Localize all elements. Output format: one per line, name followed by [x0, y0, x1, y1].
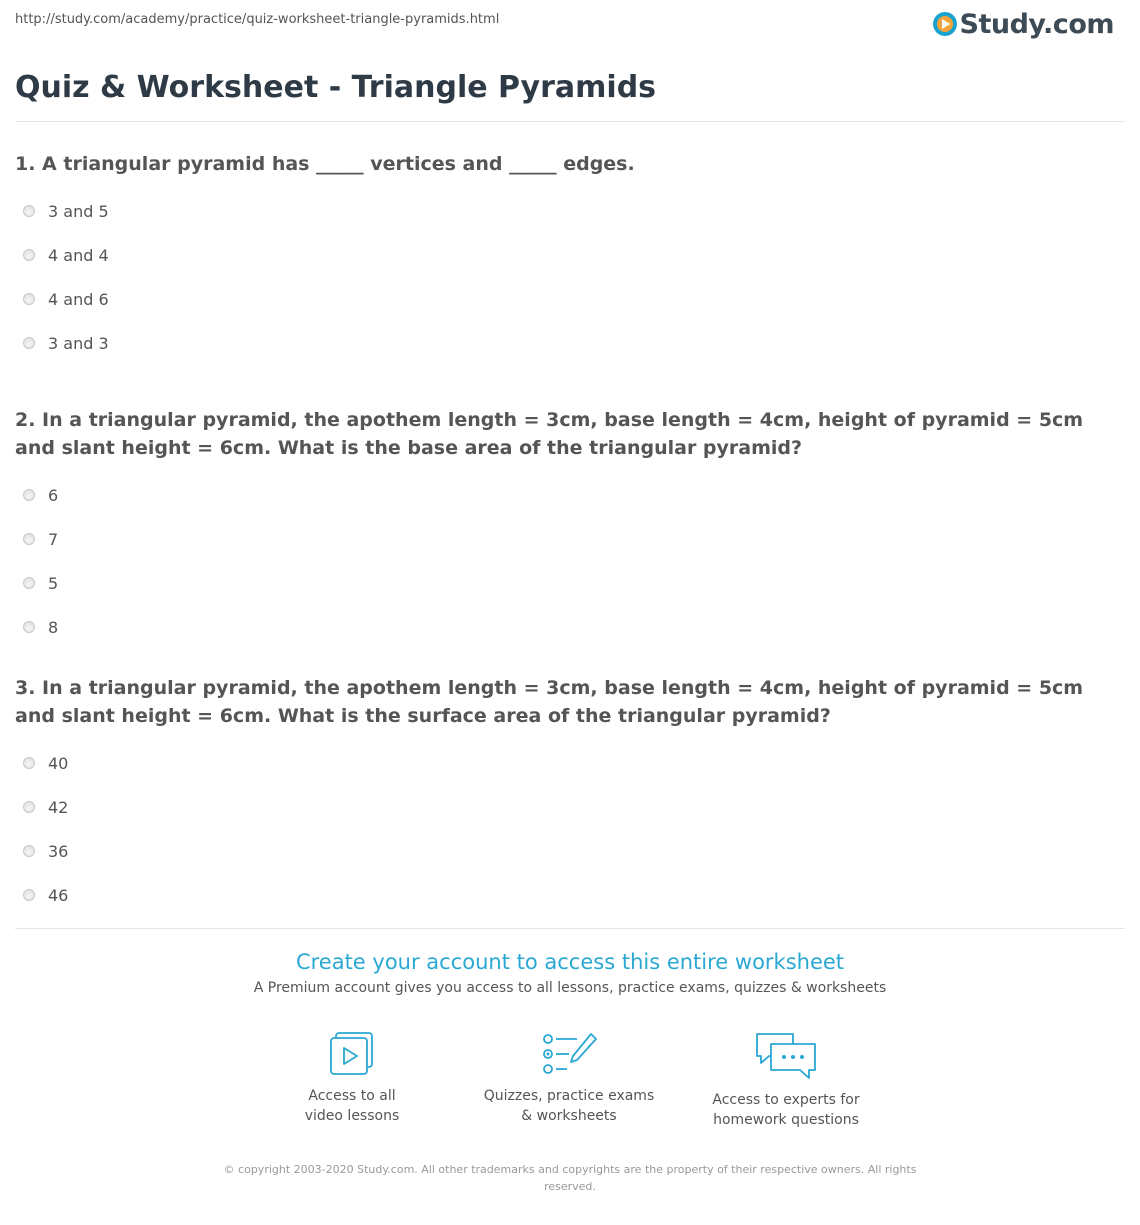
radio-button[interactable] [23, 889, 35, 901]
quiz-questions [15, 150, 1125, 917]
chat-bubbles-icon [753, 1030, 819, 1082]
radio-button[interactable] [23, 293, 35, 305]
answer-label: 6 [48, 485, 59, 505]
answer-option[interactable] [15, 189, 1125, 233]
answer-label: 7 [48, 529, 59, 549]
radio-button[interactable] [23, 205, 35, 217]
answer-label: 4 and 6 [48, 289, 109, 309]
answer-label: 4 and 4 [48, 245, 109, 265]
radio-button[interactable] [23, 489, 35, 501]
radio-button[interactable] [23, 621, 35, 633]
answer-option[interactable] [15, 321, 1125, 365]
answer-option[interactable] [15, 561, 1125, 605]
answer-label: 46 [48, 885, 69, 905]
signup-cta [0, 950, 1140, 996]
feature-experts [686, 1030, 886, 1130]
answer-option[interactable] [15, 473, 1125, 517]
question-3 [15, 674, 1125, 917]
answer-list [15, 178, 1125, 365]
question-2 [15, 406, 1125, 674]
study-logo[interactable] [933, 6, 1114, 42]
feature-label [252, 1086, 452, 1126]
feature-video-lessons [252, 1030, 452, 1126]
answer-label: 3 and 5 [48, 201, 109, 221]
cta-subtitle: A Premium account gives you access to all lessons, practice exams, quizzes & worksheets [253, 980, 887, 996]
page-url: http://study.com/academy/practice/quiz-worksheet-triangle-pyramids.html [15, 12, 500, 27]
feature-label-line: homework questions [713, 1112, 859, 1128]
radio-button[interactable] [23, 801, 35, 813]
answer-option[interactable] [15, 233, 1125, 277]
cta-title[interactable]: Create your account to access this entire worksheet [295, 950, 845, 974]
answer-label: 40 [48, 753, 69, 773]
answer-option[interactable] [15, 517, 1125, 561]
answer-option[interactable] [15, 741, 1125, 785]
answer-label: 36 [48, 841, 69, 861]
radio-button[interactable] [23, 533, 35, 545]
answer-label: 42 [48, 797, 69, 817]
feature-label-line: & worksheets [521, 1108, 617, 1124]
feature-label [686, 1090, 886, 1130]
quiz-checklist-icon [539, 1030, 599, 1078]
answer-option[interactable] [15, 873, 1125, 917]
question-text: 1. A triangular pyramid has _____ vertices and _____ edges. [15, 153, 635, 175]
answer-option[interactable] [15, 785, 1125, 829]
question-text: 2. In a triangular pyramid, the apothem length = 3cm, base length = 4cm, height of pyramid = 5cm and slant height = 6cm. What is the base area of the triangular pyramid? [15, 409, 1084, 459]
answer-label: 5 [48, 573, 59, 593]
feature-label-line: Access to all [308, 1088, 396, 1104]
title-divider [15, 121, 1125, 122]
radio-button[interactable] [23, 845, 35, 857]
radio-button[interactable] [23, 337, 35, 349]
answer-option[interactable] [15, 605, 1125, 649]
answer-option[interactable] [15, 277, 1125, 321]
answer-label: 8 [48, 617, 59, 637]
copyright-notice: © copyright 2003-2020 Study.com. All other trademarks and copyrights are the property of their respective owners. All rights reserved. [223, 1163, 917, 1193]
question-text: 3. In a triangular pyramid, the apothem length = 3cm, base length = 4cm, height of pyramid = 5cm and slant height = 6cm. What is the surface area of the triangular pyramid? [15, 677, 1084, 727]
radio-button[interactable] [23, 249, 35, 261]
logo-text: Study.com [959, 8, 1114, 40]
section-divider [15, 928, 1125, 929]
feature-label-line: Quizzes, practice exams [483, 1088, 655, 1104]
answer-option[interactable] [15, 829, 1125, 873]
page-header [0, 0, 1140, 50]
feature-label-line: Access to experts for [712, 1092, 860, 1108]
question-1 [15, 150, 1125, 406]
feature-label [469, 1086, 669, 1126]
play-circle-icon [933, 12, 957, 36]
answer-label: 3 and 3 [48, 333, 109, 353]
radio-button[interactable] [23, 577, 35, 589]
answer-list [15, 730, 1125, 917]
page-title: Quiz & Worksheet - Triangle Pyramids [15, 70, 657, 105]
answer-list [15, 462, 1125, 649]
feature-label-line: video lessons [304, 1108, 400, 1124]
video-lessons-icon [322, 1030, 382, 1078]
radio-button[interactable] [23, 757, 35, 769]
feature-quizzes [469, 1030, 669, 1126]
